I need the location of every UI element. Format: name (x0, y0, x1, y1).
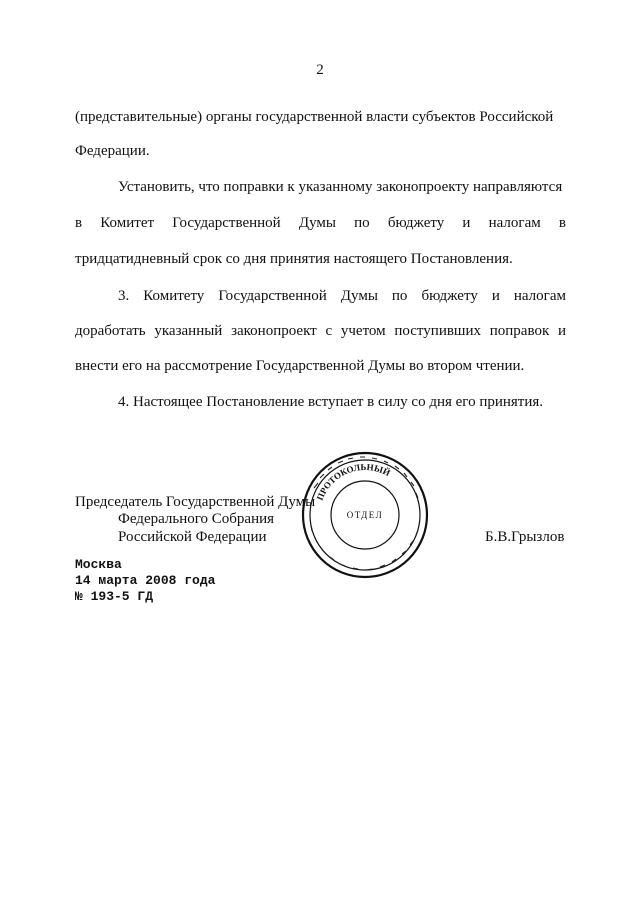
word: учетом (340, 323, 386, 339)
word: поступивших (394, 323, 482, 339)
word: в (75, 215, 83, 231)
stamp-center-text: ОТДЕЛ (346, 510, 384, 520)
paragraph-2-line-3: тридцатидневный срок со дня принятия настоящего Постановления. (75, 251, 513, 267)
word: Комитет (100, 215, 155, 231)
paragraph-3-line-3: внести его на рассмотрение Государственной Думы во втором чтении. (75, 358, 525, 374)
word: и (462, 215, 471, 231)
word: Комитету (143, 288, 205, 304)
round-stamp (300, 450, 430, 580)
word: по (354, 215, 370, 231)
signature-title-line-2: Федерального Собрания (118, 511, 275, 527)
word: налогам (488, 215, 541, 231)
word: налогам (513, 288, 566, 304)
page-number: 2 (316, 62, 324, 78)
word: в (558, 215, 566, 231)
paragraph-1-line-2: Федерации. (75, 143, 150, 159)
word: и (557, 323, 566, 339)
word: доработать (75, 323, 146, 339)
word: Государственной (172, 215, 281, 231)
document-date: 14 марта 2008 года (75, 573, 216, 588)
word: по (391, 288, 408, 304)
word: законопроект (231, 323, 317, 339)
paragraph-2-line-1: Установить, что поправки к указанному законопроекту направляются (118, 179, 563, 195)
stamp-ring-text: ПРОТОКОЛЬНЫЙ (314, 461, 392, 502)
word: бюджету (421, 288, 478, 304)
word: указанный (154, 323, 223, 339)
word: Государственной (218, 288, 327, 304)
word: с (325, 323, 333, 339)
signature-title-line-3: Российской Федерации (118, 529, 267, 545)
paragraph-4-line-1: 4. Настоящее Постановление вступает в силу со дня его принятия. (118, 394, 544, 410)
word: Думы (298, 215, 336, 231)
paragraph-1-line-1: (представительные) органы государственной власти субъектов Российской (75, 109, 554, 125)
paragraph-3-line-2 (75, 322, 566, 340)
signatory-name: Б.В.Грызлов (485, 529, 565, 545)
word: и (491, 288, 500, 304)
paragraph-2-line-2 (75, 214, 566, 232)
document-number: № 193-5 ГД (75, 589, 154, 604)
word: Думы (340, 288, 378, 304)
document-city: Москва (75, 557, 122, 572)
signature-title-line-1: Председатель Государственной Думы (75, 494, 316, 510)
word: 3. (118, 288, 130, 304)
word: бюджету (387, 215, 445, 231)
word: поправок (489, 323, 550, 339)
paragraph-3-line-1 (118, 287, 566, 305)
